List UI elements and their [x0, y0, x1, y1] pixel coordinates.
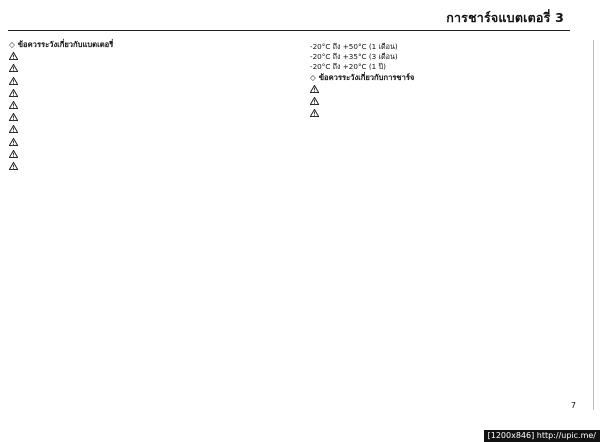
warning-icon: [310, 85, 319, 93]
warning-paragraph: [9, 52, 301, 62]
warning-icon: [9, 64, 18, 72]
warning-icon: [9, 89, 18, 97]
diamond-bullet-icon: ◇: [9, 40, 15, 49]
warning-icon: [9, 162, 18, 170]
image-host-watermark: [1200x846] http://upic.me/: [484, 430, 600, 442]
warning-paragraph: [9, 64, 301, 74]
section-heading-text: ข้อควรระวังเกี่ยวกับแบตเตอรี่: [17, 40, 114, 49]
left-column: [9, 40, 301, 174]
side-margin-rule: [593, 40, 594, 410]
warning-icon: [9, 150, 18, 158]
warning-icon: [310, 97, 319, 105]
warning-icon: [9, 125, 18, 133]
warning-paragraph: [9, 150, 301, 160]
warning-paragraph: [9, 125, 301, 135]
warning-paragraph: [9, 138, 301, 148]
warning-paragraph: [310, 109, 572, 119]
warning-paragraph: [9, 101, 301, 111]
left-paragraph-list: [9, 52, 301, 172]
warning-paragraph: [9, 77, 301, 87]
storage-line: -20°C ถึง +50°C (1 เดือน): [310, 42, 398, 51]
warning-paragraph: [9, 89, 301, 99]
storage-line: -20°C ถึง +35°C (3 เดือน): [310, 52, 398, 62]
storage-temperature-list: [310, 42, 572, 73]
warning-icon: [9, 113, 18, 121]
right-column: [310, 40, 572, 121]
warning-icon: [9, 52, 18, 60]
page-number: 7: [570, 401, 576, 410]
section-heading-battery: [9, 40, 301, 50]
right-paragraph-list: [310, 85, 572, 120]
section-heading-charging: [310, 73, 572, 83]
warning-icon: [310, 109, 319, 117]
storage-line: -20°C ถึง +20°C (1 ปี): [310, 62, 386, 72]
warning-paragraph: [9, 113, 301, 123]
warning-paragraph: [310, 85, 572, 95]
warning-icon: [9, 138, 18, 146]
warning-paragraph: [310, 97, 572, 107]
warning-icon: [9, 101, 18, 109]
warning-icon: [9, 77, 18, 85]
page-title: การชาร์จแบตเตอรี่ 3: [446, 10, 564, 25]
header-divider: [8, 30, 570, 31]
section-heading-text: ข้อควรระวังเกี่ยวกับการชาร์จ: [318, 72, 415, 82]
warning-paragraph: [9, 162, 301, 172]
diamond-bullet-icon: ◇: [310, 72, 316, 82]
